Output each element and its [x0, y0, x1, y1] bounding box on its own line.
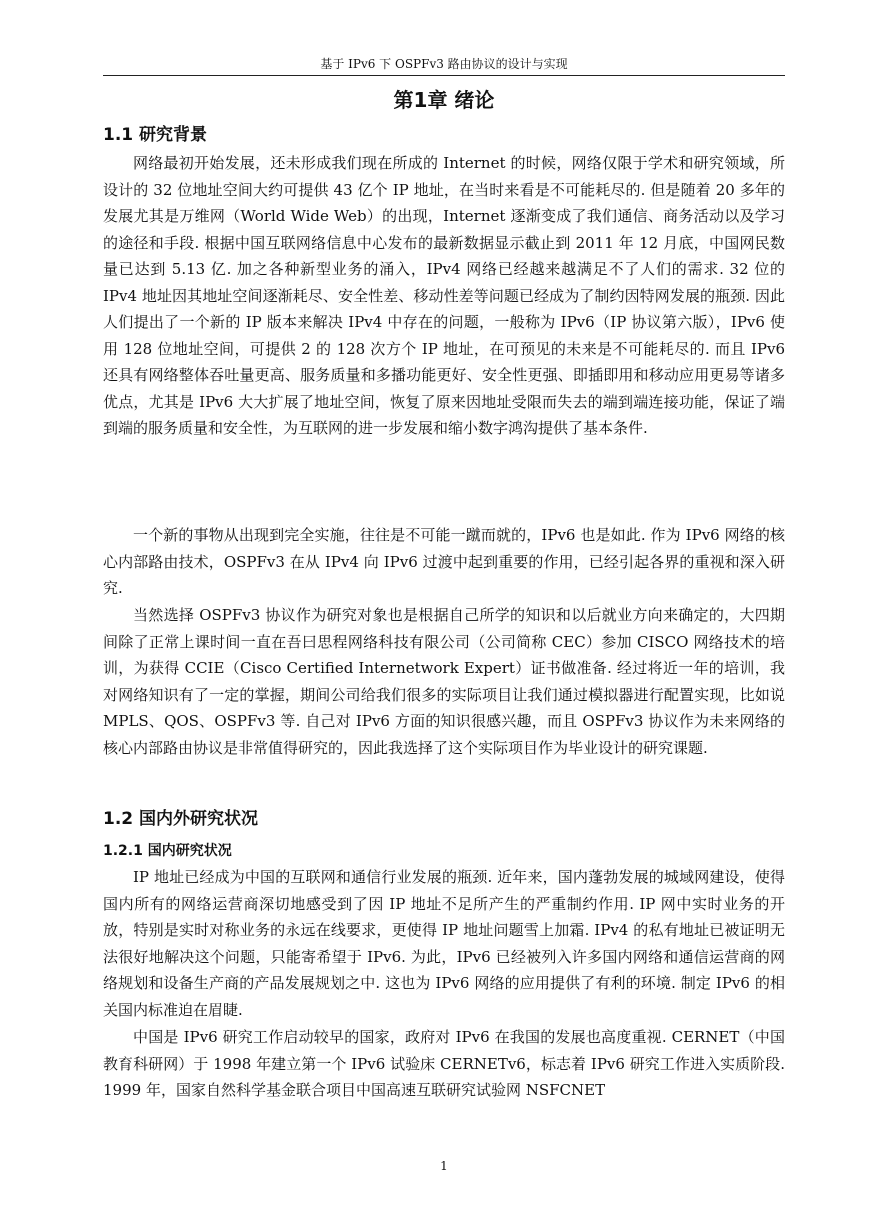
running-header: 基于 IPv6 下 OSPFv3 路由协议的设计与实现 [320, 57, 568, 71]
paragraph-research-background-3: 当然选择 OSPFv3 协议作为研究对象也是根据自己所学的知识和以后就业方向来确定的，大四期间除了正常上课时间一直在吾曰思程网络科技有限公司（公司简称 CEC）参加 CISCO 网络技术的培训，为获得 CCIE（Cisco Certified Internetwork Expert）证书做准备. 经过将近一年的培训，我对网络知识有了一定的掌握，期间公司给我们很多的实际项目让我们通过模拟器进行配置实现，比如说 MPLS、QOS、OSPFv3 等. 自己对 IPv6 方面的知识很感兴趣，而且 OSPFv3 协议作为未来网络的核心内部路由协议是非常值得研究的，因此我选择了这个实际项目作为毕业设计的研究课题. [103, 606, 785, 757]
header-divider [103, 75, 785, 76]
section-heading-1-2: 1.2 国内外研究状况 [103, 809, 259, 829]
subsection-heading-1-2-1: 1.2.1 国内研究状况 [103, 843, 232, 859]
paragraph-research-background-1: 网络最初开始发展，还未形成我们现在所成的 Internet 的时候，网络仅限于学术和研究领域，所设计的 32 位地址空间大约可提供 43 亿个 IP 地址，在当时来看是不可能耗尽的. 但是随着 20 多年的发展尤其是万维网（World Wide Web）的出现，Internet 逐渐变成了我们通信、商务活动以及学习的途径和手段. 根据中国互联网络信息中心发布的最新数据显示截止到 2011 年 12 月底，中国网民数量已达到 5.13 亿. 加之各种新型业务的涌入，IPv4 网络已经越来越满足不了人们的需求. 32 位的 IPv4 地址因其地址空间逐渐耗尽、安全性差、移动性差等问题已经成为了制约因特网发展的瓶颈. 因此人们提出了一个新的 IP 版本来解决 IPv4 中存在的问题，一般称为 IPv6（IP 协议第六版），IPv6 使用 128 位地址空间，可提供 2 的 128 次方个 IP 地址，在可预见的未来是不可能耗尽的. 而且 IPv6 还具有网络整体吞吐量更高、服务质量和多播功能更好、安全性更强、即插即用和移动应用更易等诸多优点，尤其是 IPv6 大大扩展了地址空间，恢复了原来因地址受限而失去的端到端连接功能，保证了端到端的服务质量和安全性，为互联网的进一步发展和缩小数字鸿沟提供了基本条件. [103, 154, 785, 437]
paragraph-domestic-research-2: 中国是 IPv6 研究工作启动较早的国家，政府对 IPv6 在我国的发展也高度重视. CERNET（中国教育科研网）于 1998 年建立第一个 IPv6 试验床 CERNETv6，标志着 IPv6 研究工作进入实质阶段. 1999 年，国家自然科学基金联合项目中国高速互联研究试验网 NSFCNET [103, 1028, 785, 1099]
chapter-title: 第1章 绪论 [393, 88, 495, 112]
paragraph-research-background-2: 一个新的事物从出现到完全实施，往往是不可能一蹴而就的，IPv6 也是如此. 作为 IPv6 网络的核心内部路由技术，OSPFv3 在从 IPv4 向 IPv6 过渡中起到重要的作用，已经引起各界的重视和深入研究. [103, 526, 785, 597]
section-heading-1-1: 1.1 研究背景 [103, 125, 208, 145]
page-number: 1 [440, 1159, 448, 1173]
paragraph-domestic-research-1: IP 地址已经成为中国的互联网和通信行业发展的瓶颈. 近年来，国内蓬勃发展的城域网建设，使得国内所有的网络运营商深切地感受到了因 IP 地址不足所产生的严重制约作用. IP 网中实时业务的开放，特别是实时对称业务的永远在线要求，更使得 IP 地址问题雪上加霜. IPv4 的私有地址已被证明无法很好地解决这个问题，只能寄希望于 IPv6. 为此，IPv6 已经被列入许多国内网络和通信运营商的网络规划和设备生产商的产品发展规划之中. 这也为 IPv6 网络的应用提供了有利的环境. 制定 IPv6 的相关国内标准迫在眉睫. [103, 868, 785, 1019]
